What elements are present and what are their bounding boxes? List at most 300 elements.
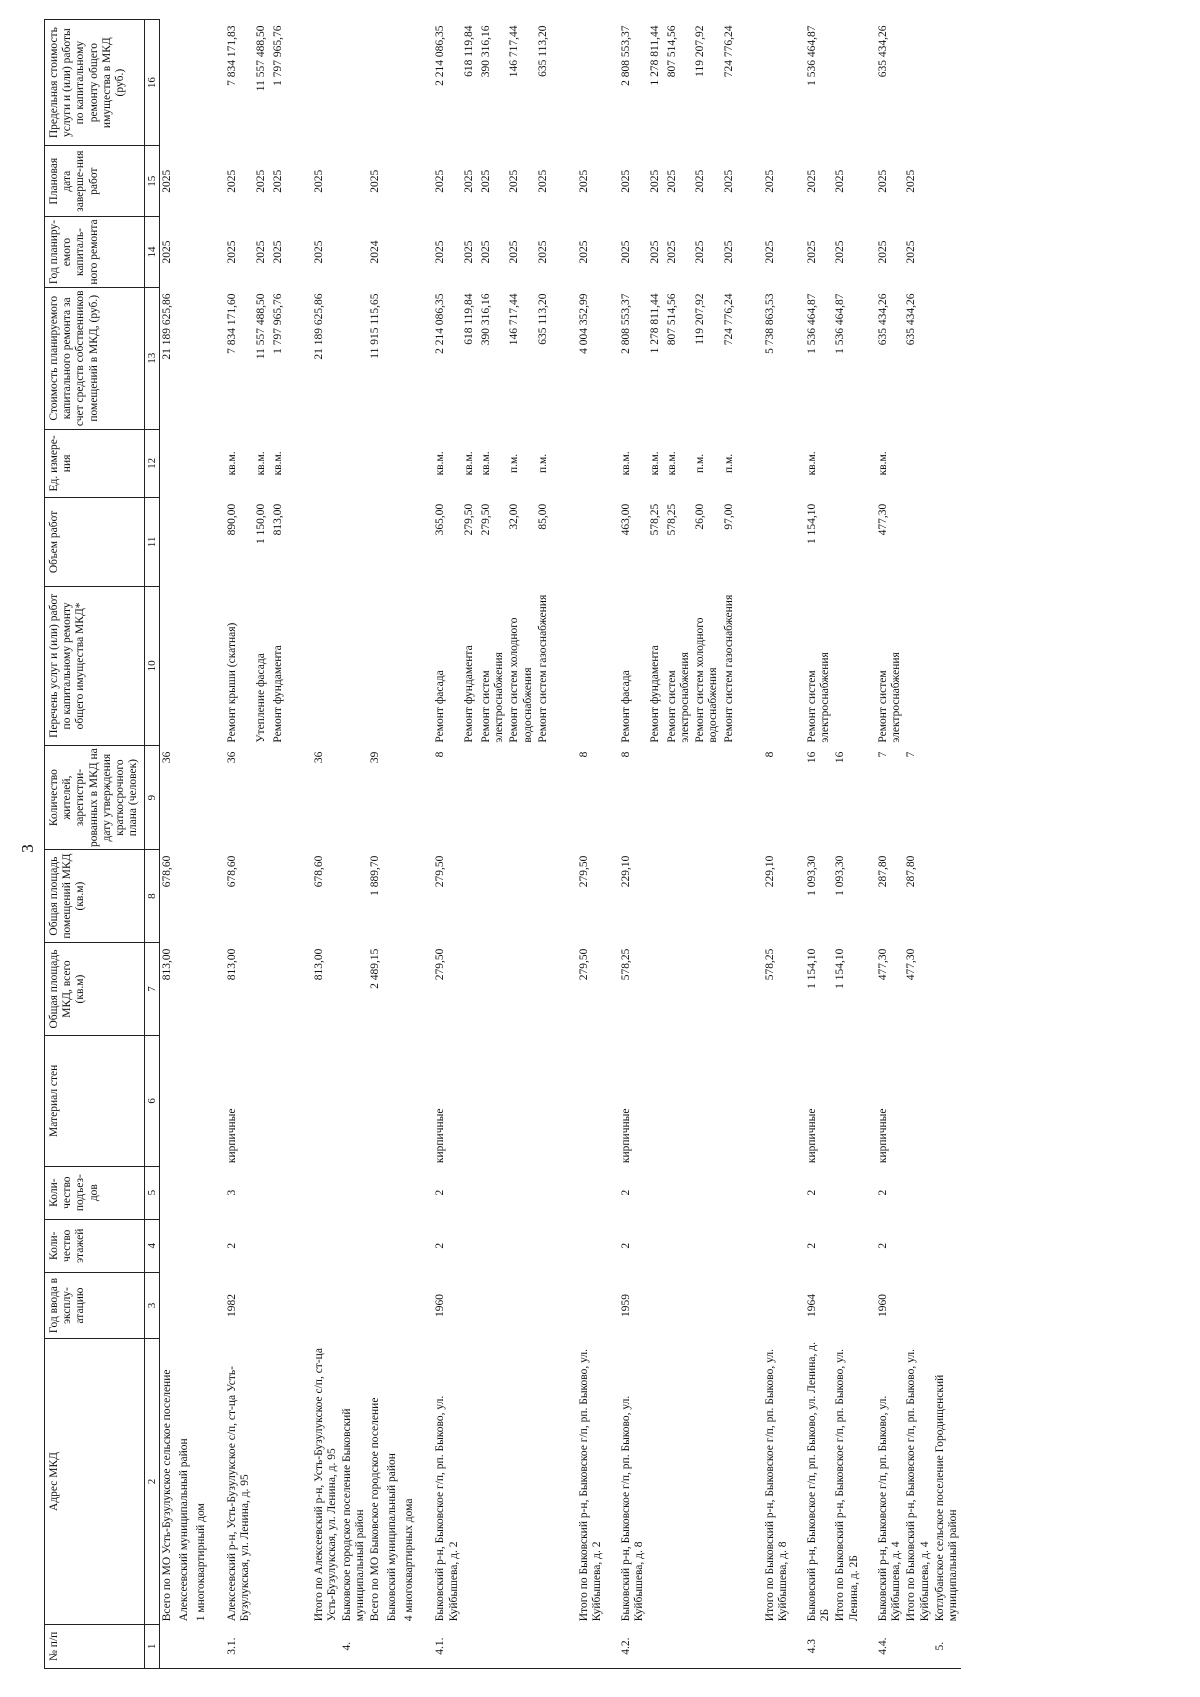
table-cell — [254, 943, 271, 1036]
spacer-cell — [553, 146, 577, 217]
table-cell — [763, 1219, 791, 1272]
table-cell — [536, 1166, 553, 1219]
table-cell: 1982 — [226, 1294, 239, 1318]
spacer-cell — [791, 20, 805, 146]
table-cell: Ремонт систем газоснабжения — [722, 594, 735, 743]
table-cell: кирпичные — [620, 1108, 633, 1164]
table-cell — [933, 498, 961, 587]
spacer-cell — [288, 586, 312, 745]
spacer-cell — [862, 429, 876, 498]
table-cell — [385, 746, 402, 850]
spacer-cell — [791, 1036, 805, 1167]
table-cell: 11 557 488,50 — [254, 293, 267, 360]
spacer-cell — [553, 1272, 577, 1338]
table-cell — [194, 217, 211, 288]
spacer-cell — [553, 1166, 577, 1219]
table-cell: Итого по Быковский р-н, Быковское г/п, рп. Быково, ул. Куйбышева, д. 8 — [763, 1348, 789, 1622]
table-cell: 2025 — [462, 240, 475, 264]
table-cell: 2025 — [434, 169, 447, 193]
spacer-cell — [288, 429, 312, 498]
table-cell: кв.м. — [479, 451, 492, 476]
table-cell — [933, 1166, 961, 1219]
table-cell: 2025 — [763, 169, 776, 193]
table-cell: 2025 — [479, 169, 492, 193]
spacer-cell — [739, 429, 763, 498]
table-cell — [462, 1166, 479, 1219]
spacer-cell — [288, 1272, 312, 1338]
spacer-cell — [211, 1219, 225, 1272]
table-cell: п.м. — [508, 453, 521, 473]
table-cell — [385, 1036, 402, 1167]
table-cell — [933, 1036, 961, 1167]
table-cell — [160, 20, 178, 146]
table-cell: 635 113,20 — [536, 293, 549, 345]
spacer-cell — [791, 429, 805, 498]
spacer-cell — [791, 850, 805, 943]
table-cell: 477,30 — [876, 503, 889, 536]
table-cell — [833, 586, 861, 745]
table-cell: 2025 — [254, 169, 267, 193]
table-cell: Ремонт фасада — [434, 670, 447, 743]
table-row — [693, 20, 721, 1669]
column-number: 14 — [144, 217, 160, 288]
table-cell: 678,60 — [161, 855, 174, 888]
spacer-cell — [419, 217, 433, 288]
spacer-cell — [211, 1036, 225, 1167]
table-cell — [693, 1624, 721, 1668]
table-cell — [160, 429, 178, 498]
table-row — [194, 20, 211, 1669]
table-cell — [693, 1272, 721, 1338]
table-cell: 635 434,26 — [876, 293, 889, 346]
table-cell — [507, 1624, 535, 1668]
header-cell: Год ввода в эксплу-атацию — [45, 1272, 145, 1338]
column-number: 12 — [144, 429, 160, 498]
table-cell — [479, 1339, 507, 1625]
table-cell — [160, 1166, 178, 1219]
spacer-cell — [211, 943, 225, 1036]
table-cell — [665, 1339, 693, 1625]
table-cell: 2025 — [271, 240, 284, 264]
spacer-cell — [791, 1272, 805, 1338]
spacer-cell — [211, 20, 225, 146]
table-cell — [385, 20, 402, 146]
table-cell: 36 — [312, 751, 325, 764]
table-cell: Итого по Быковский р-н, Быковское г/п, рп. Быково, ул. Куйбышева, д. 2 — [577, 1348, 604, 1622]
table-cell: 2 — [805, 1189, 818, 1196]
header-cell: Коли-чество подъез-дов — [45, 1166, 145, 1219]
table-cell: 4 многоквартирных дома — [403, 1498, 416, 1622]
spacer-cell — [605, 586, 619, 745]
table-cell — [693, 943, 721, 1036]
spacer-cell — [211, 498, 225, 587]
table-cell: Ремонт систем электроснабжения — [479, 652, 506, 743]
table-row — [763, 20, 791, 1669]
table-cell — [402, 287, 419, 429]
row-spacer — [605, 20, 619, 1669]
capital-repair-table — [44, 19, 961, 1669]
table-cell: кирпичные — [226, 1108, 239, 1164]
table-cell — [722, 1272, 739, 1338]
spacer-cell — [211, 429, 225, 498]
table-cell: 635 113,20 — [536, 25, 549, 77]
table-cell — [340, 146, 368, 217]
table-row — [368, 20, 385, 1669]
spacer-cell — [862, 943, 876, 1036]
table-cell — [368, 498, 385, 587]
table-cell — [833, 429, 861, 498]
table-cell: кв.м. — [434, 451, 447, 476]
table-cell — [904, 429, 932, 498]
table-cell: 813,00 — [161, 948, 174, 981]
table-cell — [693, 1166, 721, 1219]
table-cell: 578,25 — [620, 948, 633, 981]
table-cell — [312, 1036, 340, 1167]
table-cell — [462, 850, 479, 943]
table-cell: 8 — [620, 751, 633, 758]
table-cell: Ремонт систем электроснабжения — [805, 652, 832, 743]
table-cell: 578,25 — [648, 503, 661, 536]
table-cell — [312, 586, 340, 745]
table-cell: 2025 — [479, 240, 492, 264]
column-number: 4 — [144, 1219, 160, 1272]
spacer-cell — [791, 217, 805, 288]
spacer-cell — [862, 1219, 876, 1272]
table-row — [177, 20, 194, 1669]
table-cell — [271, 1339, 288, 1625]
table-cell — [763, 20, 791, 146]
spacer-cell — [791, 943, 805, 1036]
spacer-cell — [862, 1339, 876, 1625]
table-cell — [479, 943, 507, 1036]
table-cell — [254, 850, 271, 943]
table-cell — [340, 498, 368, 587]
table-cell: 2025 — [905, 240, 918, 264]
table-cell: кв.м. — [876, 451, 889, 476]
table-cell — [177, 217, 194, 288]
table-cell — [536, 746, 553, 850]
table-cell — [577, 429, 605, 498]
table-cell — [904, 498, 932, 587]
table-cell — [194, 1624, 211, 1668]
table-cell: 1 797 965,76 — [271, 293, 284, 354]
table-cell: 2025 — [722, 240, 735, 264]
table-cell: 2025 — [536, 169, 549, 193]
table-cell: 724 776,24 — [722, 293, 735, 346]
header-cell: Ед. измере-ния — [45, 429, 145, 498]
table-cell: п.м. — [722, 453, 735, 473]
table-cell — [665, 746, 693, 850]
table-cell — [648, 943, 665, 1036]
table-cell: Ремонт фундамента — [648, 645, 661, 743]
table-cell — [312, 1272, 340, 1338]
spacer-cell — [419, 586, 433, 745]
table-cell — [340, 1272, 368, 1338]
table-cell: 2 — [876, 1242, 889, 1249]
table-cell — [507, 1036, 535, 1167]
table-cell: 279,50 — [479, 503, 492, 536]
spacer-cell — [288, 1219, 312, 1272]
table-cell: п.м. — [694, 453, 707, 473]
spacer-cell — [862, 746, 876, 850]
header-cell: Общая площадь МКД, всего (кв.м) — [45, 943, 145, 1036]
spacer-cell — [605, 1036, 619, 1167]
header-cell: Объем работ — [45, 498, 145, 587]
table-cell: Алексеевский муниципальный район — [178, 1438, 191, 1622]
spacer-cell — [211, 217, 225, 288]
table-cell — [194, 1166, 211, 1219]
table-cell — [722, 746, 739, 850]
table-cell — [402, 498, 419, 587]
spacer-cell — [739, 146, 763, 217]
spacer-cell — [605, 1166, 619, 1219]
table-cell: 2025 — [905, 169, 918, 193]
table-row — [225, 20, 253, 1669]
spacer-cell — [553, 1036, 577, 1167]
spacer-cell — [862, 1624, 876, 1668]
table-cell — [648, 746, 665, 850]
spacer-cell — [419, 146, 433, 217]
table-cell: кв.м. — [254, 451, 267, 476]
table-cell — [462, 1624, 479, 1668]
table-cell — [194, 1036, 211, 1167]
table-cell — [722, 1036, 739, 1167]
spacer-cell — [605, 1624, 619, 1668]
table-cell — [368, 1272, 385, 1338]
spacer-cell — [288, 746, 312, 850]
table-cell — [194, 850, 211, 943]
table-cell: 2025 — [312, 240, 325, 264]
table-cell — [536, 1219, 553, 1272]
table-cell: кирпичные — [805, 1108, 818, 1164]
table-cell: 4.2. — [619, 1624, 647, 1668]
table-cell: 7 — [905, 751, 918, 758]
table-row — [160, 20, 178, 1669]
table-cell — [194, 287, 211, 429]
table-cell — [665, 943, 693, 1036]
table-cell — [462, 746, 479, 850]
table-cell — [665, 1036, 693, 1167]
spacer-cell — [419, 1166, 433, 1219]
table-cell — [507, 1166, 535, 1219]
table-cell — [763, 1272, 791, 1338]
table-cell — [577, 1036, 605, 1167]
table-cell — [693, 746, 721, 850]
table-cell — [385, 943, 402, 1036]
table-cell: Быковский р-н, Быковское г/п, рп. Быково, ул. Ленина, д. 2Б — [805, 1342, 832, 1622]
spacer-cell — [791, 146, 805, 217]
table-cell — [763, 429, 791, 498]
table-cell — [933, 217, 961, 288]
table-cell: 1 154,10 — [805, 948, 818, 989]
table-cell — [462, 1339, 479, 1625]
table-cell: 2024 — [369, 240, 382, 264]
table-cell — [194, 20, 211, 146]
table-cell — [507, 1219, 535, 1272]
spacer-cell — [862, 498, 876, 587]
table-cell — [763, 1624, 791, 1668]
table-cell — [722, 943, 739, 1036]
table-cell — [402, 1272, 419, 1338]
table-cell: Итого по Быковский р-н, Быковское г/п, рп. Быково, ул. Ленина, д. 2Б — [834, 1348, 860, 1622]
table-cell: Ремонт фундамента — [271, 645, 284, 743]
table-cell: 8 — [577, 751, 590, 758]
table-cell: 4.4. — [876, 1624, 904, 1668]
table-cell: Быковское городское поселение Быковский муниципальный район — [341, 1408, 367, 1622]
table-cell — [693, 1219, 721, 1272]
spacer-cell — [211, 1272, 225, 1338]
table-row — [833, 20, 861, 1669]
spacer-cell — [791, 746, 805, 850]
spacer-cell — [739, 746, 763, 850]
spacer-cell — [419, 429, 433, 498]
table-cell: кв.м. — [226, 451, 239, 476]
table-cell — [385, 1166, 402, 1219]
table-cell: 7 834 171,60 — [226, 293, 239, 354]
spacer-cell — [739, 943, 763, 1036]
table-cell — [665, 1219, 693, 1272]
column-number: 16 — [144, 20, 160, 146]
table-cell — [933, 1219, 961, 1272]
table-cell: 2025 — [620, 240, 633, 264]
table-cell — [462, 1036, 479, 1167]
table-cell: 2 — [620, 1189, 633, 1196]
table-cell — [904, 1272, 932, 1338]
spacer-cell — [419, 943, 433, 1036]
table-row — [577, 20, 605, 1669]
table-cell — [665, 850, 693, 943]
spacer-cell — [419, 287, 433, 429]
table-cell — [722, 1219, 739, 1272]
spacer-cell — [739, 1624, 763, 1668]
table-cell — [507, 943, 535, 1036]
table-cell: 390 316,16 — [479, 293, 492, 346]
table-cell — [160, 1036, 178, 1167]
spacer-cell — [791, 287, 805, 429]
column-number: 9 — [144, 746, 160, 850]
table-cell — [402, 1624, 419, 1668]
table-cell: 4 004 352,99 — [577, 293, 590, 354]
table-cell — [904, 1036, 932, 1167]
column-number: 15 — [144, 146, 160, 217]
table-cell: 8 — [434, 751, 447, 758]
spacer-cell — [862, 146, 876, 217]
table-cell — [722, 850, 739, 943]
table-cell: Быковский р-н, Быковское г/п, рп. Быково, ул. Куйбышева, д. 8 — [620, 1395, 646, 1622]
column-number-row — [144, 20, 160, 1669]
table-cell: 279,50 — [434, 948, 447, 981]
table-cell: Ремонт систем электроснабжения — [876, 652, 903, 743]
table-cell — [933, 1272, 961, 1338]
spacer-cell — [791, 1219, 805, 1272]
spacer-cell — [288, 943, 312, 1036]
table-row — [933, 20, 961, 1669]
table-cell — [479, 850, 507, 943]
table-cell: 635 434,26 — [876, 25, 889, 78]
table-cell: 2025 — [577, 169, 590, 193]
spacer-cell — [288, 850, 312, 943]
spacer-cell — [605, 1339, 619, 1625]
header-cell: № п/п — [45, 1624, 145, 1668]
table-cell — [648, 1272, 665, 1338]
table-cell — [340, 586, 368, 745]
spacer-cell — [419, 1036, 433, 1167]
table-row — [619, 20, 647, 1669]
table-cell: 1960 — [434, 1294, 447, 1318]
table-row — [904, 20, 932, 1669]
spacer-cell — [419, 20, 433, 146]
table-cell: 635 434,26 — [905, 293, 918, 346]
table-cell: 36 — [161, 751, 174, 764]
table-cell: 146 717,44 — [508, 293, 521, 346]
table-cell — [254, 1624, 271, 1668]
table-cell — [577, 1166, 605, 1219]
table-cell: 578,25 — [763, 948, 776, 981]
table-row — [536, 20, 553, 1669]
table-cell — [933, 586, 961, 745]
table-cell — [933, 850, 961, 943]
table-cell — [507, 1272, 535, 1338]
table-cell: Ремонт систем холодного водоснабжения — [508, 617, 534, 743]
table-row — [805, 20, 833, 1669]
table-cell: 813,00 — [312, 948, 325, 981]
row-spacer — [739, 20, 763, 1669]
table-cell: 618 119,84 — [462, 293, 475, 345]
table-cell — [177, 1624, 194, 1668]
table-row — [479, 20, 507, 1669]
table-cell — [833, 1036, 861, 1167]
table-cell: 279,50 — [434, 855, 447, 888]
table-cell: 21 189 625,86 — [161, 293, 174, 360]
table-cell: 618 119,84 — [462, 25, 475, 77]
spacer-cell — [739, 586, 763, 745]
spacer-cell — [419, 1272, 433, 1338]
table-cell: кирпичные — [876, 1108, 889, 1164]
table-cell — [763, 1036, 791, 1167]
table-cell: Быковский муниципальный район — [386, 1453, 399, 1622]
table-cell — [462, 943, 479, 1036]
table-cell — [160, 1624, 178, 1668]
table-cell — [536, 1036, 553, 1167]
table-cell: 229,10 — [620, 855, 633, 888]
table-cell: 7 — [876, 751, 889, 758]
table-cell — [194, 1272, 211, 1338]
table-cell: 26,00 — [694, 503, 707, 530]
table-cell — [833, 1272, 861, 1338]
table-cell — [177, 943, 194, 1036]
header-cell: Адрес МКД — [45, 1339, 145, 1625]
spacer-cell — [288, 498, 312, 587]
table-cell: 1 154,10 — [834, 948, 847, 989]
spacer-cell — [419, 850, 433, 943]
table-cell — [402, 1166, 419, 1219]
table-row — [312, 20, 340, 1669]
table-cell — [254, 1166, 271, 1219]
table-cell: 2025 — [694, 240, 707, 264]
spacer-cell — [553, 850, 577, 943]
spacer-cell — [211, 287, 225, 429]
spacer-cell — [288, 1036, 312, 1167]
spacer-cell — [791, 586, 805, 745]
spacer-cell — [288, 287, 312, 429]
spacer-cell — [211, 1166, 225, 1219]
spacer-cell — [739, 850, 763, 943]
table-cell: Алексеевский р-н, Усть-Бузулукское с/п, ст-ца Усть-Бузулукская, ул. Ленина, д. 95 — [226, 1366, 252, 1622]
table-cell: 2025 — [805, 240, 818, 264]
table-cell — [177, 498, 194, 587]
row-spacer — [419, 20, 433, 1669]
header-cell: Стоимость планируемого капитального ремонта за счет средств собственников помещений в МКД, (руб.) — [45, 287, 145, 429]
